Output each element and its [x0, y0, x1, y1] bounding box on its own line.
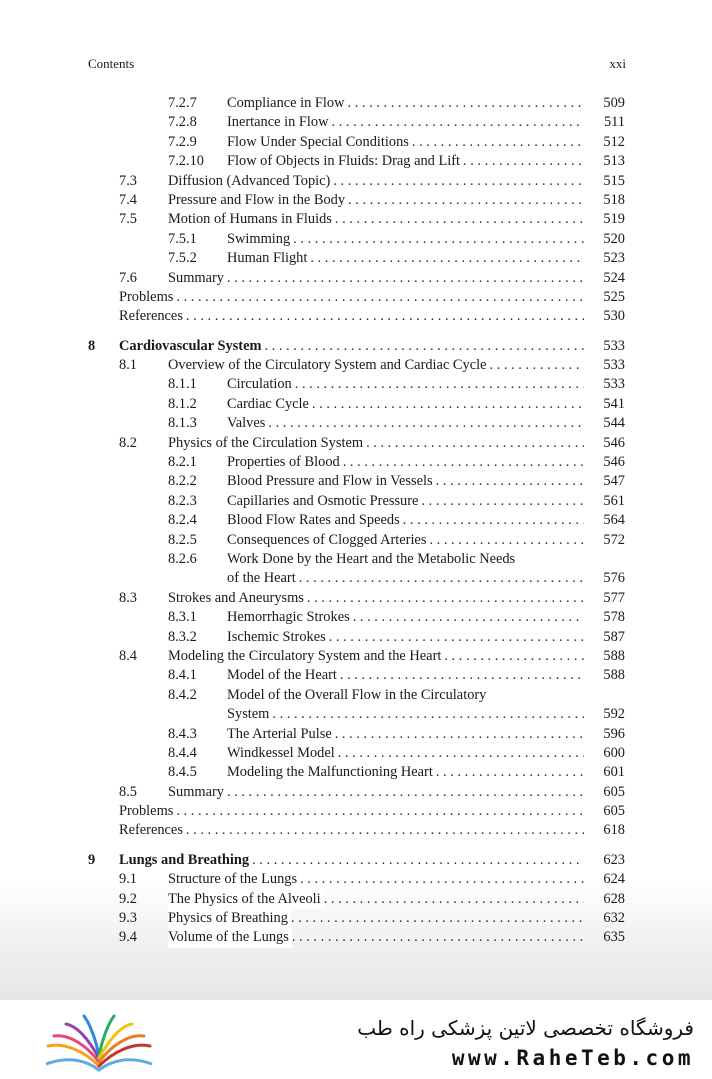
dot-leader: [338, 744, 584, 763]
toc-entry-title: Human Flight: [227, 249, 310, 268]
toc-entry-title: Strokes and Aneurysms: [168, 589, 307, 608]
toc-entry-page: 600: [603, 744, 625, 761]
toc-entry-number: 8.4.5: [168, 764, 197, 781]
toc-entry: [0, 686, 712, 705]
toc-entry-page: 524: [603, 269, 625, 286]
toc-entry-page: 533: [603, 376, 625, 393]
toc-entry-number: 9.2: [119, 890, 137, 907]
toc-entry-title: Lungs and Breathing: [119, 851, 252, 870]
toc-entry: [0, 414, 712, 433]
toc-entry-page: 576: [603, 570, 625, 587]
toc-entry-page: 509: [603, 95, 625, 111]
toc-entry: [0, 802, 712, 821]
dot-leader: [436, 763, 584, 782]
dot-leader: [340, 666, 584, 685]
toc-entry-title: Summary: [168, 783, 227, 802]
toc-entry-number: 8.1.2: [168, 395, 197, 412]
toc-entry-page: 623: [603, 851, 625, 868]
toc-entry-title: Problems: [119, 288, 176, 307]
toc-entry: [0, 472, 712, 491]
toc-entry-page: 588: [603, 667, 625, 684]
toc-entry-page: 533: [603, 337, 625, 354]
toc-entry-title: Flow of Objects in Fluids: Drag and Lift: [227, 152, 463, 171]
toc-entry-number: 9: [88, 851, 96, 868]
toc-entry-number: 8.1.3: [168, 415, 197, 432]
toc-entry-title: Motion of Humans in Fluids: [168, 210, 335, 229]
toc-entry-title: Physics of the Circulation System: [168, 434, 366, 453]
toc-entry: [0, 531, 712, 550]
toc-entry-number: 8.2: [119, 434, 137, 451]
dot-leader: [186, 307, 584, 326]
toc-entry-number: 8.4.2: [168, 686, 197, 703]
toc-entry: [0, 725, 712, 744]
toc-entry: [0, 870, 712, 889]
dot-leader: [490, 356, 585, 375]
dot-leader: [329, 628, 584, 647]
toc-entry: [0, 647, 712, 666]
toc-entry: [0, 94, 712, 113]
toc-entry-title: Cardiac Cycle: [227, 395, 312, 414]
toc-entry-page: 561: [603, 492, 625, 509]
toc-entry-number: 7.3: [119, 172, 137, 189]
toc-entry-title: System: [227, 705, 272, 724]
dot-leader: [291, 909, 584, 928]
toc-entry: [0, 375, 712, 394]
dot-leader: [307, 589, 584, 608]
dot-leader: [332, 113, 584, 132]
dot-leader: [227, 783, 584, 802]
toc-entry-title: Modeling the Circulatory System and the Heart: [168, 647, 444, 666]
toc-entry-title: Properties of Blood: [227, 453, 343, 472]
toc-entry: [0, 152, 712, 171]
toc-entry-page: 577: [603, 589, 625, 606]
dot-leader: [436, 472, 584, 491]
toc-entry-number: 7.5.2: [168, 250, 197, 267]
toc-entry-title: Physics of Breathing: [168, 909, 291, 928]
toc-entry-number: 8.2.4: [168, 512, 197, 529]
toc-entry: [0, 909, 712, 928]
toc-entry: [0, 511, 712, 530]
toc-entry-page: 632: [603, 910, 625, 927]
toc-entry-title: Problems: [119, 802, 176, 821]
dot-leader: [333, 172, 584, 191]
toc-entry-number: 8.2.3: [168, 492, 197, 509]
toc-entry: [0, 763, 712, 782]
toc-entry: [0, 337, 712, 356]
toc-entry-title: References: [119, 821, 186, 840]
toc-entry-number: 9.1: [119, 871, 137, 888]
toc-entry: [0, 550, 712, 569]
toc-entry-title: Circulation: [227, 375, 295, 394]
toc-entry: [0, 133, 712, 152]
dot-leader: [444, 647, 584, 666]
toc-entry-number: 8.4.4: [168, 744, 197, 761]
toc-entry-number: 7.2.8: [168, 114, 197, 131]
toc-entry-page: 578: [603, 609, 625, 626]
toc-entry-page: 512: [603, 133, 625, 150]
toc-entry: [0, 492, 712, 511]
toc-entry-title: Capillaries and Osmotic Pressure: [227, 492, 421, 511]
dot-leader: [264, 337, 584, 356]
toc-entry-title: Windkessel Model: [227, 744, 338, 763]
toc-entry-page: 624: [603, 871, 625, 888]
toc-entry: [0, 821, 712, 840]
toc-entry-page: 635: [603, 929, 625, 946]
toc-entry-number: 9.3: [119, 910, 137, 927]
toc-entry-title: of the Heart: [227, 569, 299, 588]
toc-entry-number: 7.2.10: [168, 153, 204, 170]
toc-entry-page: 605: [603, 803, 625, 820]
toc-entry-number: 8.5: [119, 783, 137, 800]
toc-entry-title: Summary: [168, 269, 227, 288]
toc-entry-title: The Arterial Pulse: [227, 725, 335, 744]
store-url: www.RaheTeb.com: [451, 1046, 694, 1070]
toc-entry-title: Inertance in Flow: [227, 113, 332, 132]
toc-entry: [0, 434, 712, 453]
toc-entry: [0, 453, 712, 472]
dot-leader: [348, 191, 584, 210]
toc-entry-page: 513: [603, 153, 625, 170]
dot-leader: [403, 511, 584, 530]
dot-leader: [295, 375, 584, 394]
toc-entry-page: 628: [603, 890, 625, 907]
toc-entry: [0, 269, 712, 288]
toc-entry-title: Ischemic Strokes: [227, 628, 329, 647]
toc-entry-page: 530: [603, 308, 625, 325]
toc-entry-number: 8.3.1: [168, 609, 197, 626]
toc-entry: [0, 210, 712, 229]
toc-entry: [0, 666, 712, 685]
toc-entry: [0, 356, 712, 375]
toc-entry: [0, 249, 712, 268]
toc-entry: [0, 113, 712, 132]
toc-entry-title: Work Done by the Heart and the Metabolic Needs: [227, 550, 518, 569]
toc-entry-title: Blood Flow Rates and Speeds: [227, 511, 403, 530]
toc-entry: [0, 307, 712, 326]
toc-entry-title: The Physics of the Alveoli: [168, 890, 324, 909]
toc-entry-page: 525: [603, 288, 625, 305]
toc-entry-number: 7.6: [119, 269, 137, 286]
toc-entry-number: 8.4.1: [168, 667, 197, 684]
toc-entry: [0, 288, 712, 307]
toc-entry-title: Compliance in Flow: [227, 94, 348, 113]
toc-entry-page: 523: [603, 250, 625, 267]
toc-entry: [0, 569, 712, 588]
toc-entry-title: Structure of the Lungs: [168, 870, 300, 889]
toc-entry-page: 618: [603, 822, 625, 839]
toc-entry-title: Swimming: [227, 230, 293, 249]
dot-leader: [186, 821, 584, 840]
toc-entry-number: 7.4: [119, 191, 137, 208]
running-head: [88, 56, 626, 74]
dot-leader: [268, 414, 584, 433]
dot-leader: [310, 249, 584, 268]
toc-entry: [0, 783, 712, 802]
toc-entry-number: 7.2.7: [168, 95, 197, 111]
toc-entry-title: Diffusion (Advanced Topic): [168, 172, 333, 191]
toc-entry-number: 7.5: [119, 211, 137, 228]
toc-entry-number: 7.2.9: [168, 133, 197, 150]
toc-entry-page: 592: [603, 706, 625, 723]
toc-entry-title: Overview of the Circulatory System and Cardiac Cycle: [168, 356, 490, 375]
dot-leader: [227, 269, 584, 288]
toc-entry-number: 8.2.5: [168, 531, 197, 548]
toc-entry: [0, 589, 712, 608]
toc-entry-title: Hemorrhagic Strokes: [227, 608, 353, 627]
dot-leader: [335, 725, 584, 744]
toc-entry-page: 547: [603, 473, 625, 490]
toc-entry-title: Flow Under Special Conditions: [227, 133, 412, 152]
dot-leader: [176, 802, 584, 821]
dot-leader: [176, 288, 584, 307]
toc-entry-page: 541: [603, 395, 625, 412]
dot-leader: [312, 395, 584, 414]
toc-entry: [0, 744, 712, 763]
toc-entry: [0, 628, 712, 647]
dot-leader: [366, 434, 584, 453]
toc-entry-title: Valves: [227, 414, 268, 433]
toc-entry-page: 518: [603, 191, 625, 208]
toc-entry: [0, 608, 712, 627]
dot-leader: [421, 492, 584, 511]
toc-entry-page: 587: [603, 628, 625, 645]
toc-entry: [0, 705, 712, 724]
toc-entry-page: 601: [603, 764, 625, 781]
toc-entry: [0, 230, 712, 249]
dot-leader: [412, 133, 584, 152]
dot-leader: [292, 928, 584, 947]
toc-entry: [0, 928, 712, 947]
toc-entry-title: Blood Pressure and Flow in Vessels: [227, 472, 436, 491]
page-number-roman: xxi: [609, 56, 626, 71]
toc-entry-title: Cardiovascular System: [119, 337, 264, 356]
toc-entry-number: 8.2.2: [168, 473, 197, 490]
toc-entry-number: 8.2.6: [168, 550, 197, 567]
open-book-logo-icon: [40, 1012, 158, 1074]
dot-leader: [343, 453, 584, 472]
toc-entry: [0, 172, 712, 191]
toc-entry-number: 8.4: [119, 647, 137, 664]
toc-entry-page: 544: [603, 415, 625, 432]
dot-leader: [300, 870, 584, 889]
dot-leader: [299, 569, 584, 588]
toc-entry-title: Modeling the Malfunctioning Heart: [227, 763, 436, 782]
dot-leader: [335, 210, 584, 229]
toc-entry-page: 588: [603, 647, 625, 664]
dot-leader: [324, 890, 584, 909]
dot-leader: [429, 531, 584, 550]
toc-entry-title: Consequences of Clogged Arteries: [227, 531, 429, 550]
running-head-title: Contents: [88, 56, 135, 71]
dot-leader: [293, 230, 584, 249]
toc-entry-page: 520: [603, 230, 625, 247]
store-name: فروشگاه تخصصی لاتین پزشکی راه طب: [357, 1016, 694, 1040]
dot-leader: [252, 851, 584, 870]
toc-entry-number: 8.3.2: [168, 628, 197, 645]
toc-entry-number: 8.3: [119, 589, 137, 606]
toc-entry: [0, 395, 712, 414]
toc-entry-title: Volume of the Lungs: [168, 928, 292, 947]
dot-leader: [463, 152, 584, 171]
toc-entry-title: Pressure and Flow in the Body: [168, 191, 348, 210]
toc-entry-page: 605: [603, 783, 625, 800]
toc-entry-number: 8.2.1: [168, 454, 197, 471]
toc-entry-page: 515: [603, 172, 625, 189]
toc-entry-page: 564: [603, 512, 625, 529]
store-footer: [0, 1000, 712, 1079]
toc-entry: [0, 851, 712, 870]
toc-entry-number: 8.4.3: [168, 725, 197, 742]
toc-entry-title: Model of the Overall Flow in the Circulatory: [227, 686, 489, 705]
toc-entry-number: 8: [88, 337, 96, 354]
toc-entry-title: References: [119, 307, 186, 326]
toc-entry-number: 7.5.1: [168, 230, 197, 247]
toc-entry-number: 9.4: [119, 929, 137, 946]
toc-entry-page: 546: [603, 434, 625, 451]
toc-entry-page: 511: [603, 114, 625, 131]
toc-entry: [0, 191, 712, 210]
table-of-contents: [0, 94, 712, 948]
toc-entry-page: 519: [603, 211, 625, 228]
toc-entry-page: 533: [603, 357, 625, 374]
toc-entry-page: 546: [603, 454, 625, 471]
toc-entry-number: 8.1.1: [168, 376, 197, 393]
toc-entry-title: Model of the Heart: [227, 666, 340, 685]
toc-entry-page: 572: [603, 531, 625, 548]
dot-leader: [272, 705, 584, 724]
toc-entry: [0, 890, 712, 909]
toc-entry-page: 596: [603, 725, 625, 742]
toc-entry-number: 8.1: [119, 357, 137, 374]
dot-leader: [348, 94, 584, 113]
dot-leader: [353, 608, 584, 627]
